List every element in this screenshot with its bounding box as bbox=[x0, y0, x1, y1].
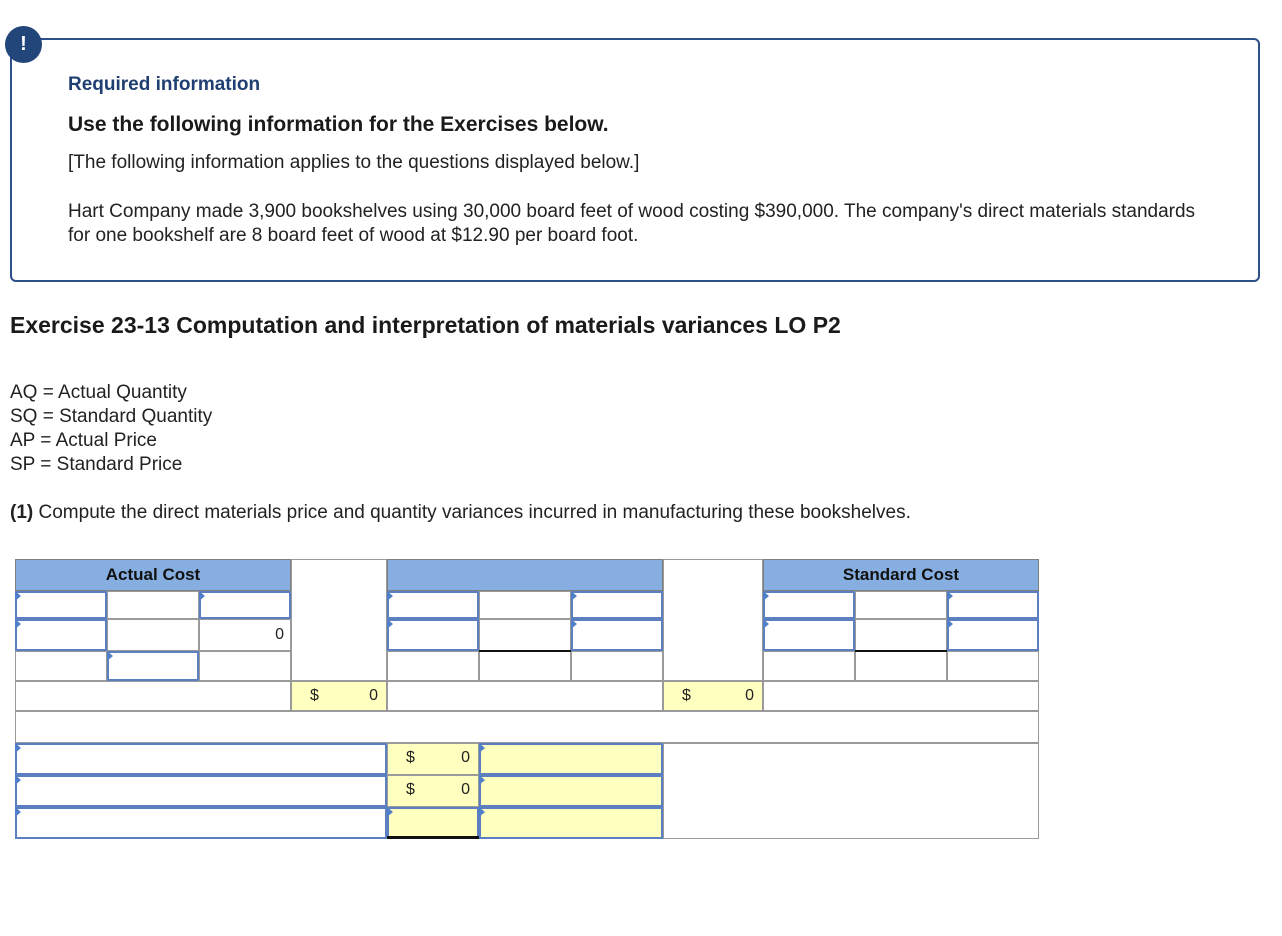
definition-sp: SP = Standard Price bbox=[10, 454, 183, 475]
question-1 bbox=[10, 502, 911, 524]
variance-right-blank bbox=[663, 743, 1039, 839]
currency-symbol: $ bbox=[406, 781, 415, 798]
standard-price-label-input[interactable] bbox=[763, 619, 855, 651]
middle-underline bbox=[479, 650, 571, 652]
standard-qty-value-cell bbox=[855, 591, 947, 619]
variance-2-value: 0 bbox=[461, 781, 470, 798]
standard-underline bbox=[855, 650, 947, 652]
required-info-title: Required information bbox=[68, 74, 261, 95]
middle-qty-value-cell bbox=[479, 591, 571, 619]
actual-price-value-cell bbox=[107, 619, 199, 651]
standard-qty-amount-input[interactable] bbox=[947, 591, 1039, 619]
question-text: Compute the direct materials price and quantity variances incurred in manufacturing these bookshelves. bbox=[33, 502, 911, 523]
totals-standard-cell bbox=[763, 681, 1039, 711]
actual-qty-amount-input[interactable] bbox=[199, 591, 291, 619]
variance-1-label-input[interactable] bbox=[15, 743, 387, 775]
question-number: (1) bbox=[10, 502, 34, 523]
standard-price-value-cell bbox=[855, 619, 947, 651]
actual-row3-amount-cell bbox=[199, 651, 291, 681]
variance-2-label-input[interactable] bbox=[15, 775, 387, 807]
total-standard-variance-cell bbox=[663, 681, 763, 711]
header-standard-cost: Standard Cost bbox=[763, 559, 1039, 591]
variance-1-amount-cell bbox=[387, 743, 479, 775]
standard-price-amount-input[interactable] bbox=[947, 619, 1039, 651]
spacer-col-1 bbox=[291, 559, 387, 681]
middle-row3-label-cell bbox=[387, 651, 479, 681]
variance-2-type-input[interactable] bbox=[479, 775, 663, 807]
standard-row3-amount-cell bbox=[947, 651, 1039, 681]
definitions-list bbox=[10, 381, 212, 477]
standard-row3-label-cell bbox=[763, 651, 855, 681]
spacer-col-2 bbox=[663, 559, 763, 681]
middle-row3-amount-cell bbox=[571, 651, 663, 681]
actual-qty-value-cell bbox=[107, 591, 199, 619]
middle-price-amount-input[interactable] bbox=[571, 619, 663, 651]
actual-qty-label-input[interactable] bbox=[15, 591, 107, 619]
standard-qty-label-input[interactable] bbox=[763, 591, 855, 619]
actual-row3-label-cell bbox=[15, 651, 107, 681]
standard-row3-value-cell bbox=[855, 651, 947, 681]
totals-actual-cell bbox=[15, 681, 291, 711]
actual-price-label-input[interactable] bbox=[15, 619, 107, 651]
separator-row bbox=[15, 711, 1039, 743]
alert-icon: ! bbox=[5, 26, 42, 63]
required-info-note: [The following information applies to the questions displayed below.] bbox=[68, 152, 640, 173]
total-actual-value: 0 bbox=[369, 687, 378, 704]
total-actual-variance-cell bbox=[291, 681, 387, 711]
variance-2-amount-cell bbox=[387, 775, 479, 807]
definition-ap: AP = Actual Price bbox=[10, 430, 157, 451]
required-info-subtitle: Use the following information for the Exercises below. bbox=[68, 113, 609, 136]
header-middle bbox=[387, 559, 663, 591]
variance-3-label-input[interactable] bbox=[15, 807, 387, 839]
exercise-title: Exercise 23-13 Computation and interpretation of materials variances LO P2 bbox=[10, 312, 841, 338]
currency-symbol: $ bbox=[682, 687, 691, 704]
required-info-text: Hart Company made 3,900 bookshelves using 30,000 board feet of wood costing $390,000. The company's direct materials standards for one bookshelf are 8 board feet of wood at $12.90 per board foot. bbox=[68, 201, 1196, 246]
total-standard-value: 0 bbox=[745, 687, 754, 704]
middle-price-label-input[interactable] bbox=[387, 619, 479, 651]
actual-row3-input[interactable] bbox=[107, 651, 199, 681]
variance-3-amount-input[interactable] bbox=[387, 807, 479, 839]
middle-price-value-cell bbox=[479, 619, 571, 651]
middle-qty-amount-input[interactable] bbox=[571, 591, 663, 619]
middle-qty-label-input[interactable] bbox=[387, 591, 479, 619]
middle-row3-value-cell bbox=[479, 651, 571, 681]
currency-symbol: $ bbox=[406, 749, 415, 766]
variance-3-type-input[interactable] bbox=[479, 807, 663, 839]
variance-1-type-input[interactable] bbox=[479, 743, 663, 775]
total-variance-double-underline bbox=[387, 836, 479, 839]
definition-sq: SQ = Standard Quantity bbox=[10, 406, 213, 427]
currency-symbol: $ bbox=[310, 687, 319, 704]
header-actual-cost: Actual Cost bbox=[15, 559, 291, 591]
variance-1-value: 0 bbox=[461, 749, 470, 766]
definition-aq: AQ = Actual Quantity bbox=[10, 382, 187, 403]
totals-middle-cell bbox=[387, 681, 663, 711]
actual-price-amount: 0 bbox=[199, 619, 291, 651]
